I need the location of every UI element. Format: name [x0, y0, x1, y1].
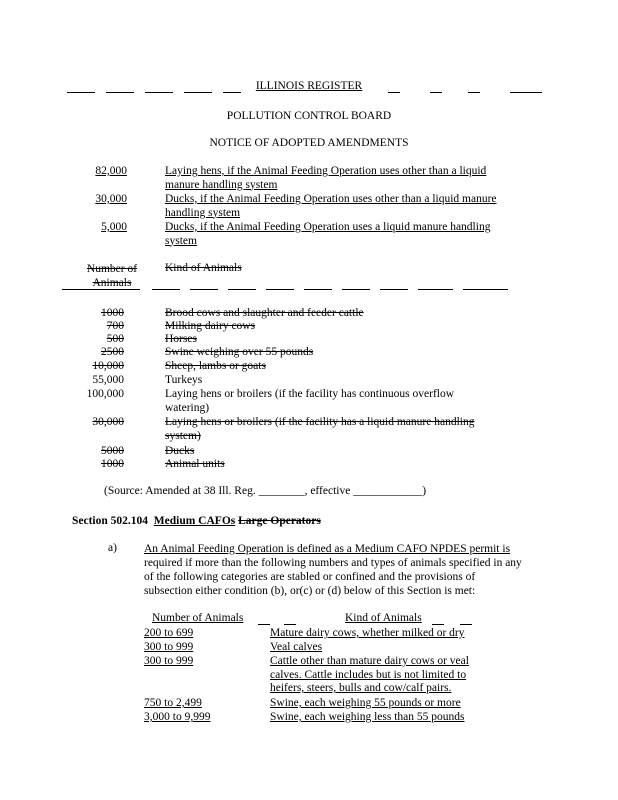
- medium-header-kind: Kind of Animals: [345, 612, 422, 624]
- struck-row-10-number: 1000: [101, 458, 124, 470]
- medium-header-rule-1: [258, 624, 270, 625]
- struck-row-5-kind: Sheep, lambs or goats: [165, 360, 266, 372]
- struck-row-10-kind: Animal units: [165, 458, 225, 470]
- struck-row-2-kind: Milking dairy cows: [165, 320, 256, 332]
- register-title: ILLINOIS REGISTER: [255, 80, 363, 92]
- source-note: [104, 485, 426, 498]
- medium-header-rule-4: [460, 624, 472, 625]
- medium-row-4-number: 750 to 2,499: [144, 697, 202, 709]
- top-row-2-kind: Ducks, if the Animal Feeding Operation uses other than a liquid manure handling system: [165, 193, 497, 219]
- struck-row-1-kind: Brood cows and slaughter and feeder cattle: [165, 307, 364, 319]
- notice-title: NOTICE OF ADOPTED AMENDMENTS: [209, 137, 409, 149]
- medium-header-rule-3: [432, 624, 444, 625]
- section-title: Medium CAFOs: [153, 515, 236, 527]
- struck-header-rule-10: [463, 289, 508, 290]
- source-middle: , effective: [304, 485, 354, 497]
- medium-row-1-number: 200 to 699: [144, 627, 194, 639]
- struck-row-3-number: 500: [106, 333, 124, 345]
- struck-row-2-number: 700: [106, 320, 124, 332]
- medium-row-2-kind: Veal calves: [270, 641, 323, 653]
- struck-row-8-kind: Laying hens or broilers (if the facility has a liquid manure handling system): [165, 416, 475, 442]
- struck-header-rule-1: [62, 289, 140, 290]
- source-blank-register: ________: [258, 485, 305, 497]
- struck-header-rule-9: [418, 289, 453, 290]
- struck-header-rule-2: [152, 289, 180, 290]
- medium-row-3-kind: Cattle other than mature dairy cows or veal calves. Cattle includes but is not limited to heifers, steers, bulls and cow/calf pairs.: [270, 655, 469, 694]
- struck-header-rule-7: [342, 289, 370, 290]
- medium-row-5-number: 3,000 to 9,999: [144, 711, 211, 723]
- struck-header-rule-5: [266, 289, 294, 290]
- struck-header-rule-3: [190, 289, 218, 290]
- struck-row-7-number: 100,000: [86, 388, 124, 400]
- source-prefix: (Source: Amended at 38 Ill. Reg.: [104, 485, 259, 497]
- struck-header-rule-6: [304, 289, 332, 290]
- para-a-line-1: An Animal Feeding Operation is defined as a Medium CAFO NPDES permit is: [144, 543, 511, 555]
- struck-row-9-number: 5000: [101, 445, 124, 457]
- struck-header-number: Number of Animals: [86, 263, 138, 289]
- medium-row-2-number: 300 to 999: [144, 641, 194, 653]
- top-row-2-number: 30,000: [95, 193, 127, 205]
- struck-row-5-number: 10,000: [92, 360, 124, 372]
- section-number: Section 502.104: [72, 515, 149, 527]
- struck-header-rule-4: [228, 289, 256, 290]
- para-a-line-3: of the following categories are stabled or confined and the provisions of: [144, 571, 476, 583]
- struck-row-4-number: 2500: [101, 346, 124, 358]
- para-a-label: a): [108, 542, 117, 554]
- medium-row-4-kind: Swine, each weighing 55 pounds or more: [270, 697, 461, 709]
- source-suffix: ): [422, 485, 427, 497]
- medium-row-5-kind: Swine, each weighing less than 55 pounds: [270, 711, 465, 723]
- medium-row-1-kind: Mature dairy cows, whether milked or dry: [270, 627, 465, 639]
- struck-row-6-number: 55,000: [92, 374, 124, 386]
- board-title: POLLUTION CONTROL BOARD: [226, 110, 392, 122]
- para-a-body: [144, 542, 522, 598]
- section-struck-title: Large Operators: [238, 515, 321, 527]
- struck-row-4-kind: Swine weighing over 55 pounds: [165, 346, 314, 358]
- struck-row-3-kind: Horses: [165, 333, 197, 345]
- struck-row-7-kind: Laying hens or broilers (if the facility has continuous overflow watering): [165, 388, 455, 414]
- section-heading: [72, 515, 321, 528]
- para-a-line-4: subsection either condition (b), or(c) or (d) below of this Section is met:: [144, 585, 476, 597]
- struck-header-kind: Kind of Animals: [165, 262, 242, 274]
- source-blank-effective: ____________: [353, 485, 423, 497]
- struck-row-8-number: 30,000: [92, 416, 124, 428]
- medium-header-number: Number of Animals: [152, 612, 244, 624]
- top-row-3-number: 5,000: [101, 221, 127, 233]
- para-a-line-2: required if more than the following numbers and types of animals specified in any: [144, 557, 522, 569]
- struck-header-rule-8: [380, 289, 408, 290]
- top-row-1-kind: Laying hens, if the Animal Feeding Operation uses other than a liquid manure handling system: [165, 165, 487, 191]
- medium-header-rule-2: [284, 624, 296, 625]
- struck-row-9-kind: Ducks: [165, 445, 195, 457]
- medium-row-3-number: 300 to 999: [144, 655, 194, 667]
- top-row-3-kind: Ducks, if the Animal Feeding Operation uses a liquid manure handling system: [165, 221, 491, 247]
- struck-row-6-kind: Turkeys: [165, 374, 203, 386]
- top-row-1-number: 82,000: [95, 165, 127, 177]
- struck-row-1-number: 1000: [101, 307, 124, 319]
